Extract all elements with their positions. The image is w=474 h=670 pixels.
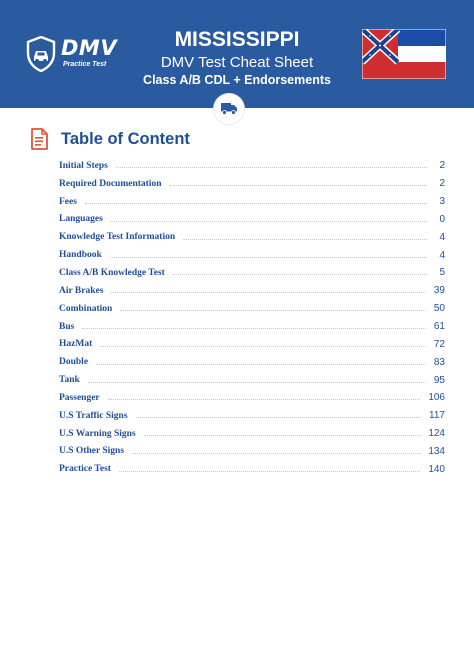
table-of-contents bbox=[59, 157, 445, 478]
toc-entry[interactable] bbox=[59, 157, 445, 175]
toc-entry-page[interactable]: 3 bbox=[439, 196, 445, 208]
toc-entry-label[interactable]: HazMat bbox=[59, 339, 93, 350]
toc-entry-label[interactable]: Class A/B Knowledge Test bbox=[59, 267, 165, 278]
dot-leader bbox=[111, 292, 425, 293]
dot-leader bbox=[136, 417, 422, 418]
toc-entry[interactable] bbox=[59, 264, 445, 282]
toc-entry-label[interactable]: Knowledge Test Information bbox=[59, 232, 176, 243]
dot-leader bbox=[119, 471, 420, 472]
dot-leader bbox=[144, 435, 421, 436]
toc-entry-label[interactable]: Double bbox=[59, 357, 89, 368]
toc-entry-page[interactable]: 61 bbox=[433, 321, 445, 333]
toc-entry[interactable] bbox=[59, 318, 445, 336]
truck-badge bbox=[214, 94, 244, 124]
toc-title: Table of Content bbox=[61, 130, 190, 148]
toc-entry-label[interactable]: Air Brakes bbox=[59, 285, 104, 296]
dot-leader bbox=[116, 167, 427, 168]
logo-text: DMV bbox=[61, 36, 118, 60]
header-titles bbox=[120, 28, 354, 87]
toc-entry-label[interactable]: U.S Traffic Signs bbox=[59, 410, 128, 421]
toc-entry-page[interactable]: 124 bbox=[428, 428, 445, 440]
toc-entry-label[interactable]: Languages bbox=[59, 214, 103, 225]
toc-entry-label[interactable]: Initial Steps bbox=[59, 160, 108, 171]
dot-leader bbox=[111, 221, 427, 222]
truck-icon bbox=[221, 102, 237, 115]
toc-entry-page[interactable]: 106 bbox=[428, 392, 445, 404]
document-subtitle: DMV Test Cheat Sheet bbox=[160, 54, 314, 71]
toc-entry-label[interactable]: Handbook bbox=[59, 250, 102, 261]
toc-entry-label[interactable]: Combination bbox=[59, 303, 113, 314]
dot-leader bbox=[108, 399, 421, 400]
state-title: MISSISSIPPI bbox=[174, 28, 300, 51]
toc-entry-page[interactable]: 134 bbox=[428, 445, 445, 457]
dot-leader bbox=[96, 364, 426, 365]
toc-entry[interactable] bbox=[59, 371, 445, 389]
page-header bbox=[0, 0, 474, 108]
dot-leader bbox=[120, 310, 426, 311]
dot-leader bbox=[82, 328, 426, 329]
toc-entry-page[interactable]: 4 bbox=[439, 249, 445, 261]
toc-entry[interactable] bbox=[59, 425, 445, 443]
toc-entry[interactable] bbox=[59, 175, 445, 193]
dot-leader bbox=[100, 346, 426, 347]
toc-entry-page[interactable]: 2 bbox=[439, 160, 445, 172]
toc-entry[interactable] bbox=[59, 443, 445, 461]
toc-entry-label[interactable]: U.S Warning Signs bbox=[59, 428, 136, 439]
toc-entry-label[interactable]: Bus bbox=[59, 321, 75, 332]
toc-entry[interactable] bbox=[59, 211, 445, 229]
toc-entry-page[interactable]: 4 bbox=[439, 231, 445, 243]
dot-leader bbox=[183, 239, 427, 240]
toc-entry-label[interactable]: Fees bbox=[59, 196, 77, 207]
shield-car-icon bbox=[26, 36, 56, 72]
toc-entry-page[interactable]: 50 bbox=[433, 303, 445, 315]
toc-entry[interactable] bbox=[59, 193, 445, 211]
toc-entry[interactable] bbox=[59, 300, 445, 318]
toc-entry-label[interactable]: U.S Other Signs bbox=[59, 446, 125, 457]
toc-entry-page[interactable]: 95 bbox=[433, 374, 445, 386]
toc-entry-page[interactable]: 39 bbox=[433, 285, 445, 297]
toc-entry-page[interactable]: 0 bbox=[439, 213, 445, 225]
toc-entry-page[interactable]: 140 bbox=[428, 463, 445, 475]
mississippi-flag-icon bbox=[362, 29, 446, 79]
toc-entry[interactable] bbox=[59, 353, 445, 371]
toc-entry-page[interactable]: 2 bbox=[439, 178, 445, 190]
dot-leader bbox=[88, 382, 426, 383]
dot-leader bbox=[85, 203, 427, 204]
dot-leader bbox=[110, 257, 427, 258]
logo-tagline: Practice Test bbox=[63, 61, 107, 68]
toc-entry-page[interactable]: 117 bbox=[429, 410, 445, 422]
toc-entry[interactable] bbox=[59, 460, 445, 478]
toc-entry[interactable] bbox=[59, 335, 445, 353]
toc-entry-page[interactable]: 83 bbox=[433, 356, 445, 368]
toc-entry-label[interactable]: Practice Test bbox=[59, 464, 111, 475]
toc-entry-page[interactable]: 5 bbox=[439, 267, 445, 279]
toc-entry-page[interactable]: 72 bbox=[433, 338, 445, 350]
dot-leader bbox=[173, 274, 427, 275]
toc-entry[interactable] bbox=[59, 282, 445, 300]
toc-entry-label[interactable]: Required Documentation bbox=[59, 178, 162, 189]
toc-entry[interactable] bbox=[59, 407, 445, 425]
toc-entry-label[interactable]: Tank bbox=[59, 375, 80, 386]
dot-leader bbox=[132, 453, 420, 454]
toc-entry-label[interactable]: Passenger bbox=[59, 392, 100, 403]
toc-entry[interactable] bbox=[59, 389, 445, 407]
dot-leader bbox=[169, 185, 427, 186]
document-icon bbox=[30, 128, 48, 150]
toc-entry[interactable] bbox=[59, 246, 445, 264]
document-subtitle-secondary: Class A/B CDL + Endorsements bbox=[143, 73, 331, 87]
toc-entry[interactable] bbox=[59, 228, 445, 246]
